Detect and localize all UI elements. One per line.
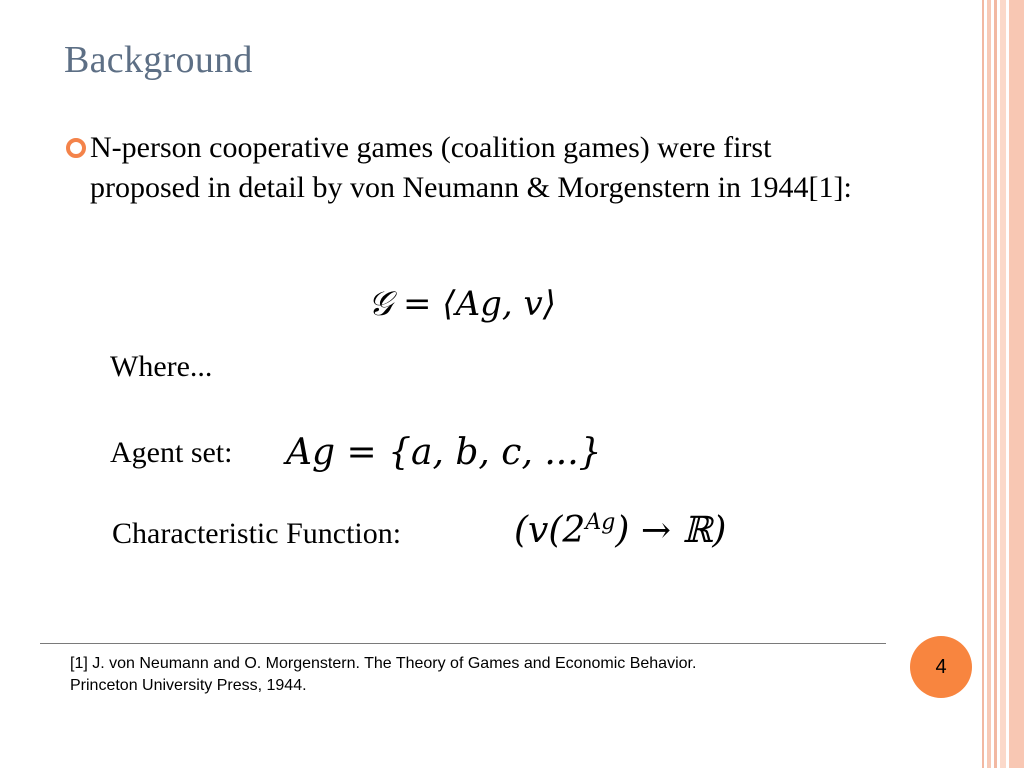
decor-stripe <box>994 0 997 768</box>
decor-stripe <box>1000 0 1006 768</box>
footer-divider <box>40 643 886 644</box>
characteristic-function-label: Characteristic Function: <box>112 517 402 550</box>
char-formula-base: (v(2 <box>514 510 586 551</box>
decor-stripe <box>982 0 984 768</box>
decor-stripe <box>1009 0 1024 768</box>
agent-set-label: Agent set: <box>110 436 233 469</box>
agent-set-formula: Ag = {a, b, c, ...} <box>286 432 602 473</box>
page-number: 4 <box>935 655 947 678</box>
decor-stripe <box>987 0 991 768</box>
bullet-text: N-person cooperative games (coalition games) were first proposed in detail by von Neumann & Morgenstern in 1944[1]: <box>90 131 852 204</box>
slide-title: Background <box>64 39 253 81</box>
game-formula: 𝒢 = ⟨Ag, v⟩ <box>368 284 556 324</box>
where-label: Where... <box>110 350 213 383</box>
circle-bullet-icon <box>66 138 86 158</box>
characteristic-function-formula <box>514 510 726 551</box>
char-formula-exponent: Ag <box>585 510 616 535</box>
page-number-badge <box>910 636 972 698</box>
char-formula-tail: ) → ℝ) <box>615 510 727 551</box>
footnote: [1] J. von Neumann and O. Morgenstern. The Theory of Games and Economic Behavior. Princeton University Press, 1944. <box>70 655 697 694</box>
